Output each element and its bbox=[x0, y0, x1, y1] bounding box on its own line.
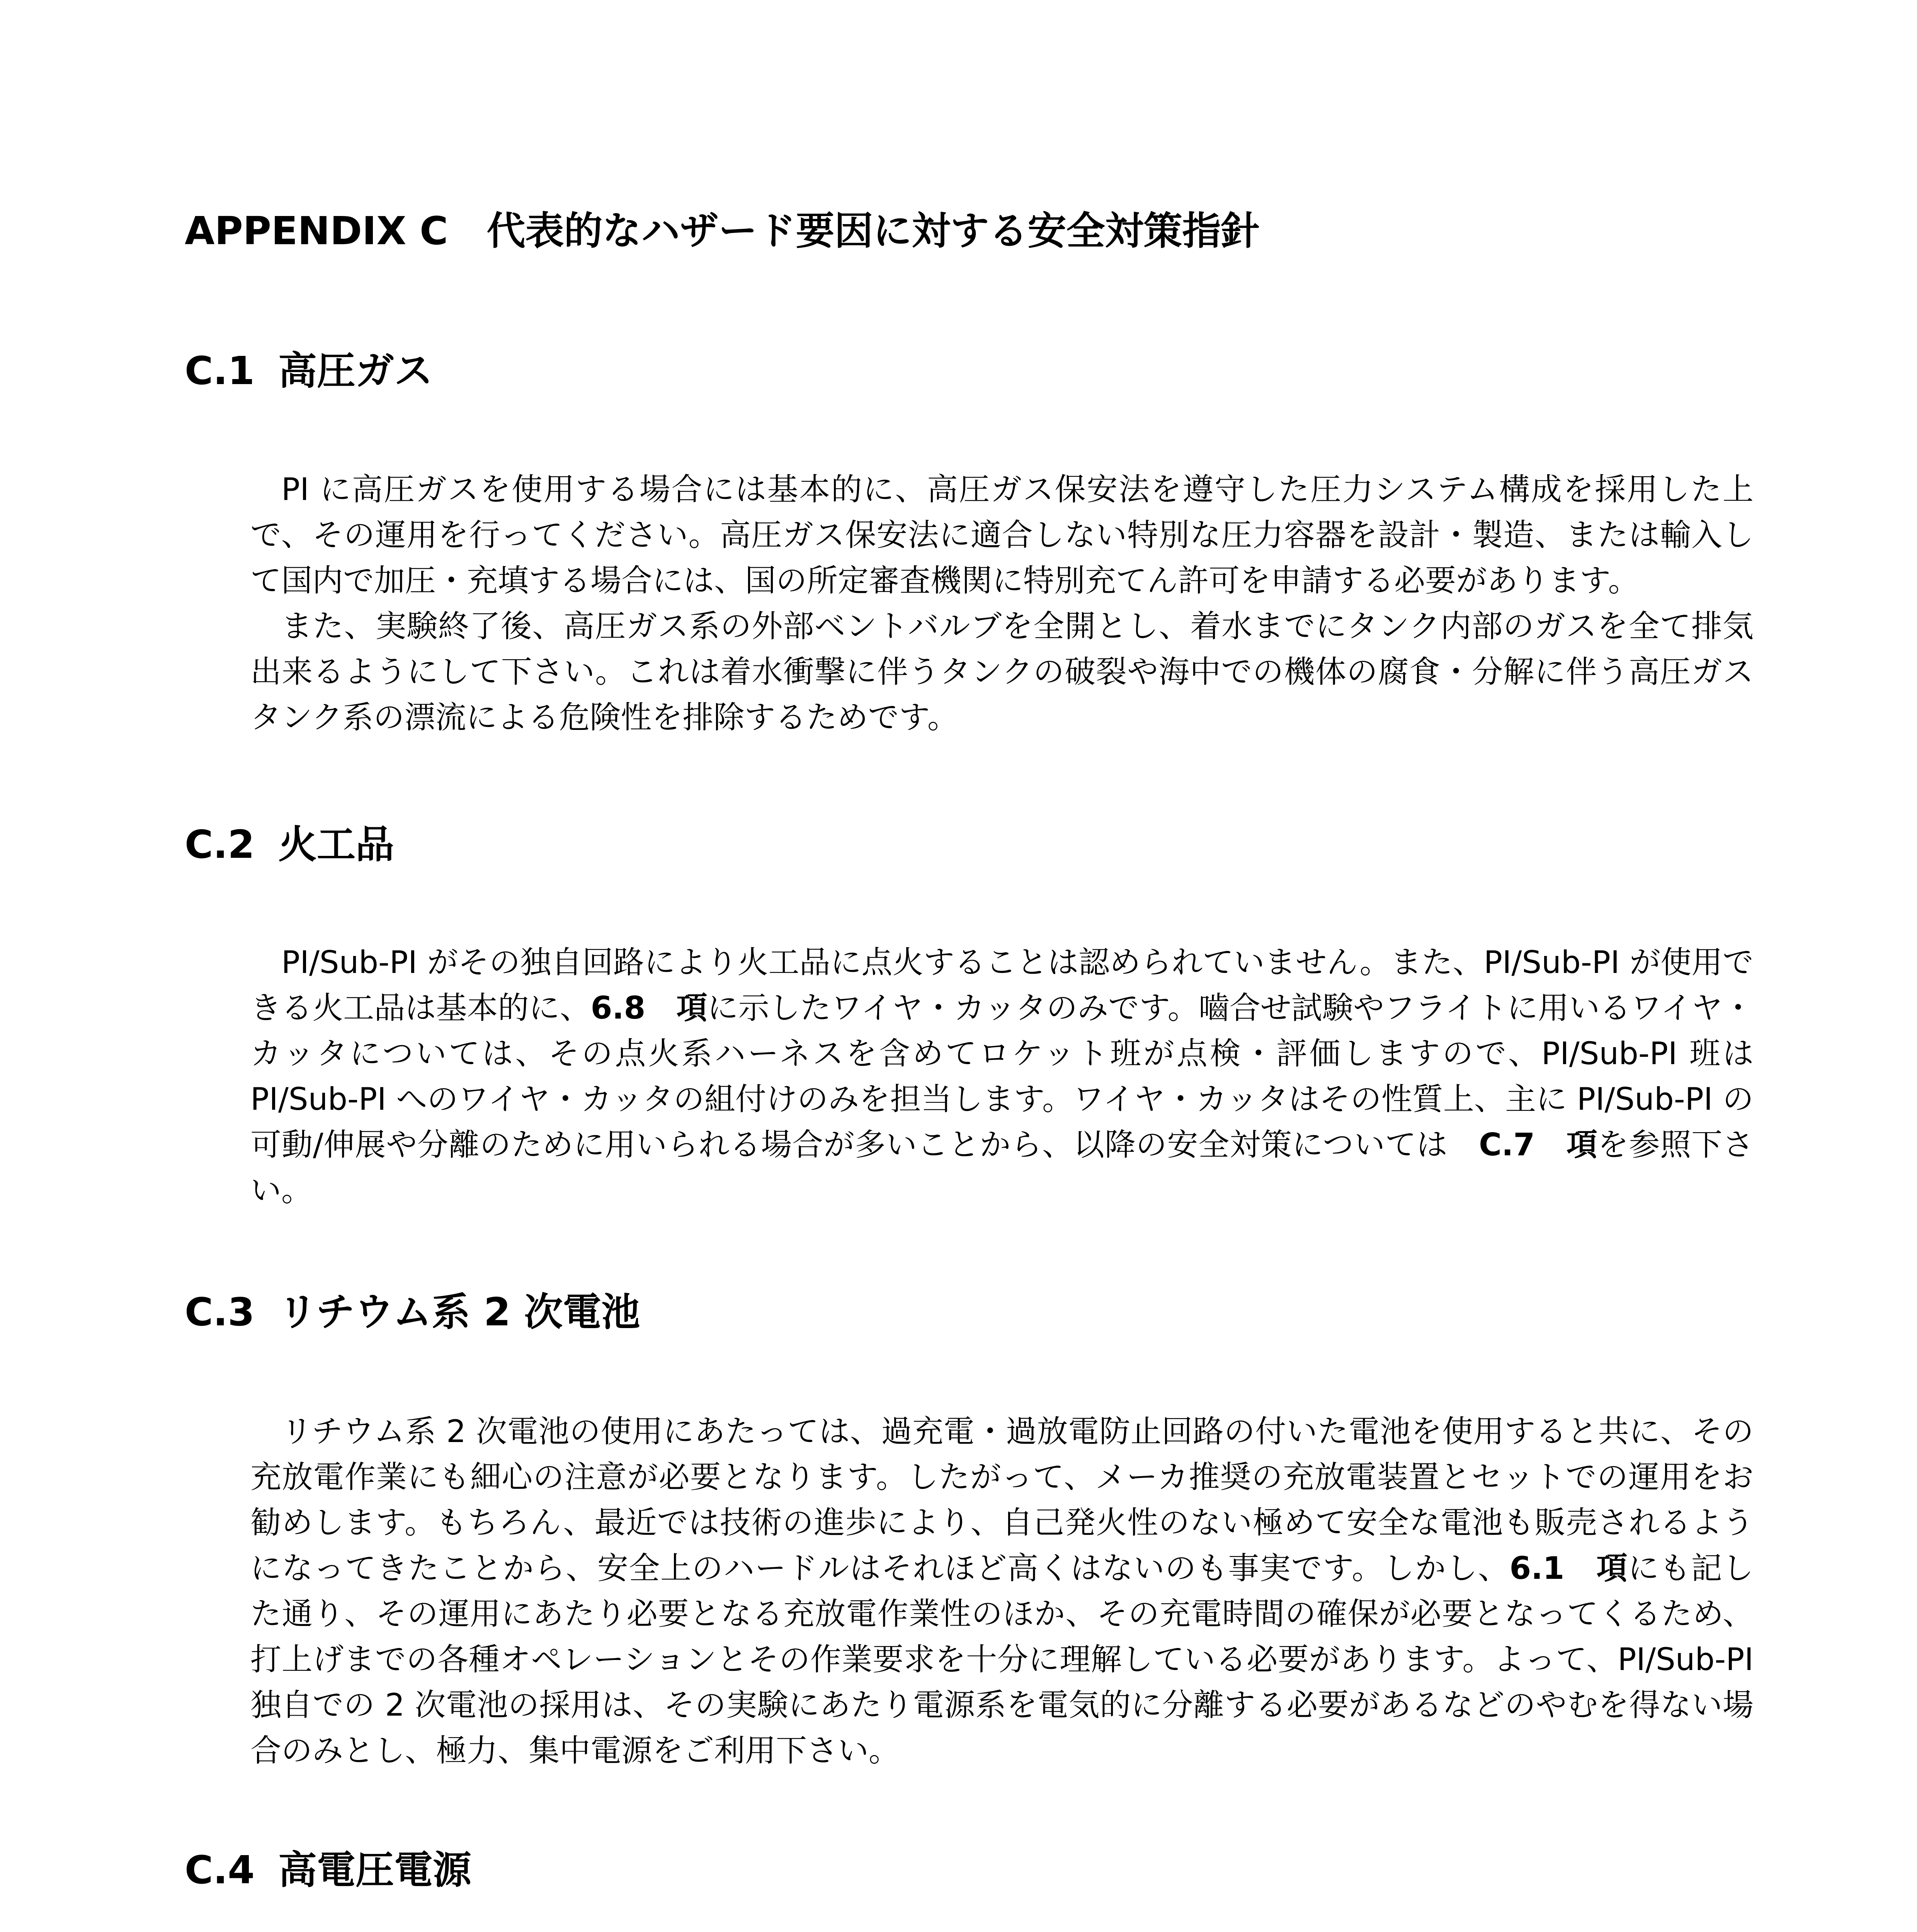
section-body-c2 bbox=[250, 940, 1754, 1213]
section-reference: 6.1 項 bbox=[1509, 1550, 1628, 1586]
section-reference: C.7 項 bbox=[1479, 1127, 1598, 1163]
text-run: を参照下さい。 bbox=[250, 1127, 1754, 1208]
text-run: PI に高圧ガスを使用する場合には基本的に、高圧ガス保安法を遵守した圧力システム構成を採用した上で、その運用を行ってください。高圧ガス保安法に適合しない特別な圧力容器を設計・製造、または輸入して国内で加圧・充填する場合には、国の所定審査機関に特別充てん許可を申請する必要があります。 bbox=[250, 471, 1754, 599]
paragraph bbox=[250, 604, 1754, 740]
section-title: 高電圧電源 bbox=[278, 1847, 471, 1893]
section-title: リチウム系 2 次電池 bbox=[278, 1289, 640, 1335]
section-number: C.4 bbox=[185, 1847, 255, 1893]
section-title: 高圧ガス bbox=[278, 348, 433, 393]
section-title: 火工品 bbox=[278, 822, 394, 867]
text-run: に示したワイヤ・カッタのみです。嚙合せ試験やフライトに用いるワイヤ・カッタについては、その点火系ハーネスを含めてロケット班が点検・評価しますので、PI/Sub-PI 班は PI/Sub-PI へのワイヤ・カッタの組付けのみを担当します。ワイヤ・カッタはその性質上、主に PI/Sub-PI の可動/伸展や分離のために用いられる場合が多いことから、以降の安全対策については bbox=[250, 990, 1754, 1163]
section-heading-c2 bbox=[185, 818, 1730, 872]
appendix-title: APPENDIX C 代表的なハザード要因に対する安全対策指針 bbox=[185, 208, 1260, 253]
section-reference: 6.8 項 bbox=[590, 990, 708, 1026]
section-body-c1 bbox=[250, 467, 1754, 740]
paragraph bbox=[250, 1409, 1754, 1774]
paragraph bbox=[250, 940, 1754, 1213]
section-heading-c1 bbox=[185, 344, 1730, 398]
text-run: PI/Sub-PI がその独自回路により火工品に点火することは認められていません。また、PI/Sub-PI が使用できる火工品は基本的に、 bbox=[250, 944, 1754, 1026]
section-heading-c3 bbox=[185, 1285, 1730, 1339]
text-run: リチウム系 2 次電池の使用にあたっては、過充電・過放電防止回路の付いた電池を使用すると共に、その充放電作業にも細心の注意が必要となります。したがって、メーカ推奨の充放電装置とセットでの運用をお勧めします。もちろん、最近では技術の進歩により、自己発火性のない極めて安全な電池も販売されるようになってきたことから、安全上のハードルはそれほど高くはないのも事実です。しかし、 bbox=[250, 1413, 1754, 1586]
text-run: また、実験終了後、高圧ガス系の外部ベントバルブを全開とし、着水までにタンク内部のガスを全て排気出来るようにして下さい。これは着水衝撃に伴うタンクの破裂や海中での機体の腐食・分解に伴う高圧ガスタンク系の漂流による危険性を排除するためです。 bbox=[250, 608, 1754, 735]
text-run: にも記した通り、その運用にあたり必要となる充放電作業性のほか、その充電時間の確保が必要となってくるため、打上げまでの各種オペレーションとその作業要求を十分に理解している必要があります。よって、PI/Sub-PI 独自での 2 次電池の採用は、その実験にあたり電源系を電気的に分離する必要があるなどのやむを得ない場合のみとし、極力、集中電源をご利用下さい。 bbox=[250, 1550, 1754, 1769]
section-number: C.3 bbox=[185, 1289, 255, 1335]
paragraph bbox=[250, 467, 1754, 604]
section-number: C.1 bbox=[185, 348, 255, 393]
section-heading-c4 bbox=[185, 1843, 1730, 1897]
section-body-c3 bbox=[250, 1409, 1754, 1774]
section-number: C.2 bbox=[185, 822, 255, 867]
